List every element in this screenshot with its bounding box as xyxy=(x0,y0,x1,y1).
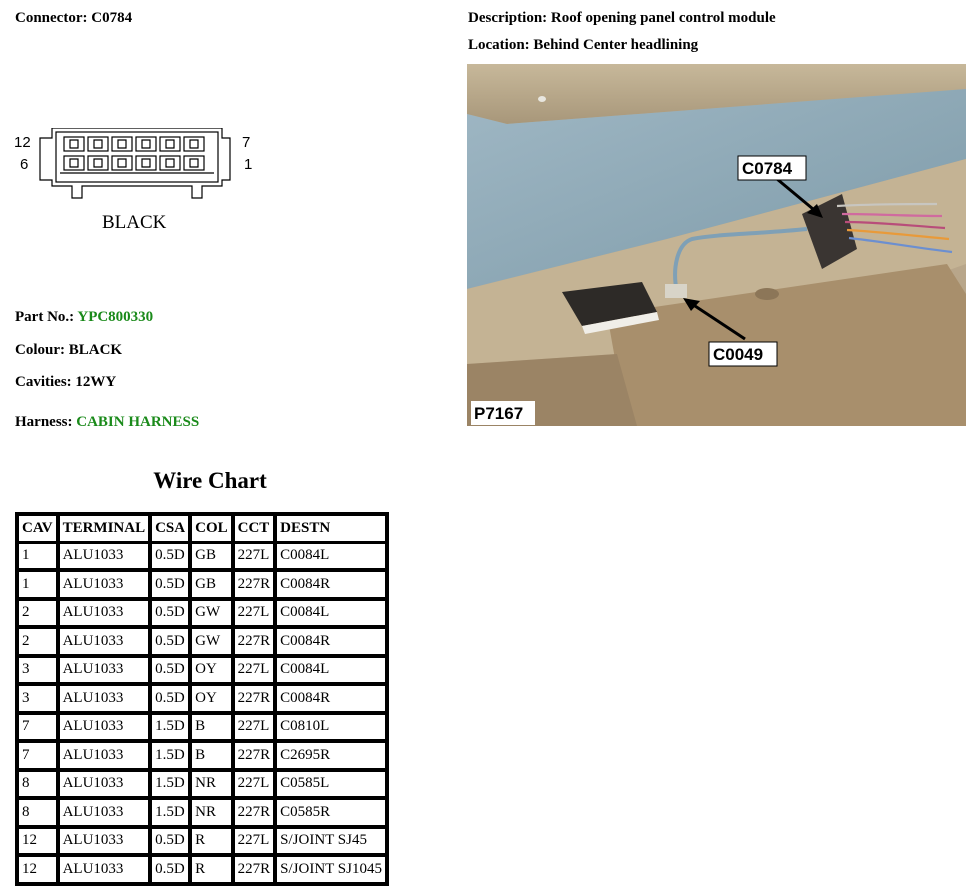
cell-cav: 2 xyxy=(18,598,57,627)
cavities-value: 12WY xyxy=(75,374,117,390)
pin-label-6: 6 xyxy=(20,156,29,173)
cell-cav: 8 xyxy=(18,797,57,826)
cell-col: OY xyxy=(189,683,232,712)
cell-cav: 3 xyxy=(18,655,57,684)
cell-col: R xyxy=(189,854,232,883)
cell-destn: C0084L xyxy=(274,655,386,684)
wire-chart-table xyxy=(15,512,389,886)
table-row xyxy=(18,626,386,655)
cell-destn: C0810L xyxy=(274,712,386,741)
callout-c0784: C0784 xyxy=(742,159,793,178)
table-row xyxy=(18,655,386,684)
wire-chart-header-row xyxy=(18,515,386,544)
cavities-label: Cavities: xyxy=(15,374,72,390)
harness-line xyxy=(15,414,199,431)
wire-chart-title: Wire Chart xyxy=(153,468,267,493)
harness-label: Harness: xyxy=(15,414,73,430)
cell-cav: 3 xyxy=(18,683,57,712)
header-cct: CCT xyxy=(232,515,275,544)
cell-destn: C0084R xyxy=(274,626,386,655)
connector-label: Connector: xyxy=(15,10,88,26)
cell-csa: 0.5D xyxy=(149,854,189,883)
cell-csa: 0.5D xyxy=(149,655,189,684)
cell-terminal: ALU1033 xyxy=(57,655,150,684)
description-line xyxy=(468,10,776,27)
photo-id: P7167 xyxy=(474,404,524,423)
connector-face-diagram xyxy=(12,128,262,238)
cell-terminal: ALU1033 xyxy=(57,544,150,570)
header-destn: DESTN xyxy=(274,515,386,544)
cell-col: B xyxy=(189,712,232,741)
pin-label-7: 7 xyxy=(242,134,251,151)
cell-cct: 227L xyxy=(232,769,275,798)
cell-cct: 227L xyxy=(232,655,275,684)
cell-destn: C0585R xyxy=(274,797,386,826)
location-photo xyxy=(467,64,966,426)
cell-terminal: ALU1033 xyxy=(57,712,150,741)
cell-cct: 227R xyxy=(232,569,275,598)
cell-destn: S/JOINT SJ45 xyxy=(274,826,386,855)
cell-csa: 1.5D xyxy=(149,740,189,769)
cell-destn: S/JOINT SJ1045 xyxy=(274,854,386,883)
cell-cav: 8 xyxy=(18,769,57,798)
cell-destn: C0084L xyxy=(274,598,386,627)
cell-cav: 12 xyxy=(18,826,57,855)
cell-terminal: ALU1033 xyxy=(57,740,150,769)
location-line xyxy=(468,37,698,54)
cell-csa: 1.5D xyxy=(149,769,189,798)
table-row xyxy=(18,740,386,769)
callout-c0049: C0049 xyxy=(713,345,764,364)
cell-terminal: ALU1033 xyxy=(57,598,150,627)
part-number-link[interactable]: YPC800330 xyxy=(77,309,154,325)
cavities-line xyxy=(15,374,116,391)
colour-line xyxy=(15,342,122,359)
cell-terminal: ALU1033 xyxy=(57,769,150,798)
cell-cct: 227L xyxy=(232,544,275,570)
description-label: Description: xyxy=(468,10,548,26)
cell-terminal: ALU1033 xyxy=(57,797,150,826)
header-terminal: TERMINAL xyxy=(57,515,150,544)
cell-destn: C2695R xyxy=(274,740,386,769)
cell-cav: 12 xyxy=(18,854,57,883)
table-row xyxy=(18,769,386,798)
table-row xyxy=(18,712,386,741)
cell-col: NR xyxy=(189,769,232,798)
cell-col: GB xyxy=(189,569,232,598)
cell-col: GW xyxy=(189,598,232,627)
cell-destn: C0084R xyxy=(274,683,386,712)
location-photo-svg xyxy=(467,64,966,426)
harness-link[interactable]: CABIN HARNESS xyxy=(76,414,200,430)
cell-terminal: ALU1033 xyxy=(57,826,150,855)
colour-label: Colour: xyxy=(15,342,65,358)
cell-cct: 227L xyxy=(232,598,275,627)
cell-csa: 0.5D xyxy=(149,569,189,598)
cell-terminal: ALU1033 xyxy=(57,626,150,655)
cell-col: B xyxy=(189,740,232,769)
cell-cct: 227R xyxy=(232,797,275,826)
cell-destn: C0585L xyxy=(274,769,386,798)
cell-csa: 0.5D xyxy=(149,544,189,570)
connector-line xyxy=(15,10,132,27)
cell-col: OY xyxy=(189,655,232,684)
table-row xyxy=(18,797,386,826)
header-col: COL xyxy=(189,515,232,544)
cell-cct: 227L xyxy=(232,712,275,741)
cell-cct: 227R xyxy=(232,740,275,769)
cell-col: NR xyxy=(189,797,232,826)
cell-terminal: ALU1033 xyxy=(57,683,150,712)
cell-cct: 227R xyxy=(232,854,275,883)
header-csa: CSA xyxy=(149,515,189,544)
cell-cct: 227R xyxy=(232,626,275,655)
pin-label-1: 1 xyxy=(244,156,253,173)
cell-destn: C0084R xyxy=(274,569,386,598)
description-value: Roof opening panel control module xyxy=(550,10,776,26)
wire-chart-body xyxy=(18,544,386,883)
part-label: Part No.: xyxy=(15,309,75,325)
cell-cav: 7 xyxy=(18,740,57,769)
header-cav: CAV xyxy=(18,515,57,544)
table-row xyxy=(18,683,386,712)
cell-csa: 0.5D xyxy=(149,598,189,627)
cell-csa: 1.5D xyxy=(149,712,189,741)
location-label: Location: xyxy=(468,37,530,53)
cell-destn: C0084L xyxy=(274,544,386,570)
cell-csa: 0.5D xyxy=(149,683,189,712)
cell-cct: 227L xyxy=(232,826,275,855)
part-line xyxy=(15,309,153,326)
diagram-color-caption: BLACK xyxy=(102,212,167,233)
table-row xyxy=(18,826,386,855)
cell-cav: 1 xyxy=(18,569,57,598)
table-row xyxy=(18,569,386,598)
cell-csa: 0.5D xyxy=(149,826,189,855)
cell-cav: 7 xyxy=(18,712,57,741)
table-row xyxy=(18,854,386,883)
cell-csa: 0.5D xyxy=(149,626,189,655)
cell-col: GW xyxy=(189,626,232,655)
cell-terminal: ALU1033 xyxy=(57,854,150,883)
location-value: Behind Center headlining xyxy=(533,37,699,53)
cell-csa: 1.5D xyxy=(149,797,189,826)
cell-cav: 1 xyxy=(18,544,57,570)
colour-value: BLACK xyxy=(68,342,123,358)
table-row xyxy=(18,544,386,570)
cell-col: GB xyxy=(189,544,232,570)
table-row xyxy=(18,598,386,627)
pin-label-12: 12 xyxy=(14,134,31,151)
cell-col: R xyxy=(189,826,232,855)
connector-face-svg xyxy=(12,128,262,238)
cell-terminal: ALU1033 xyxy=(57,569,150,598)
cell-cct: 227R xyxy=(232,683,275,712)
connector-value: C0784 xyxy=(91,10,133,26)
cell-cav: 2 xyxy=(18,626,57,655)
